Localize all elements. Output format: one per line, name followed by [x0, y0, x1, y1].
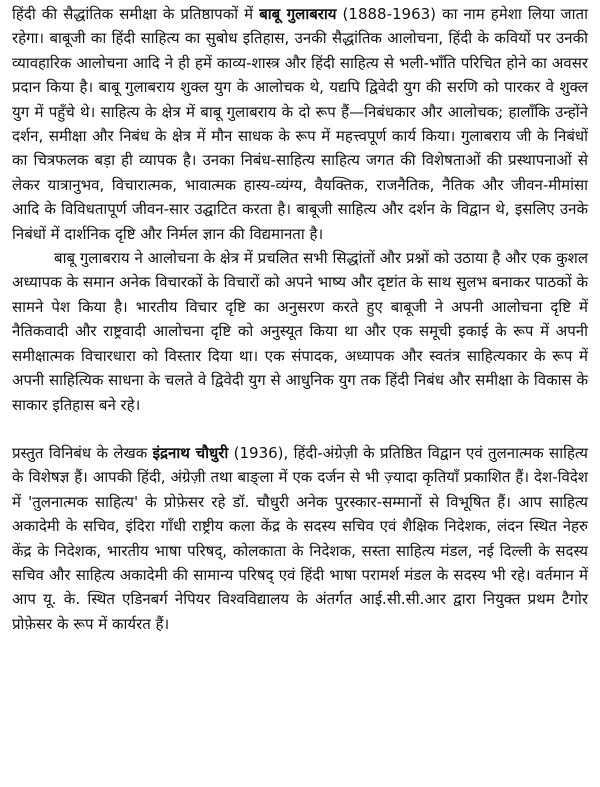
author-name-gulabrai: बाबू गुलाबराय — [259, 5, 337, 23]
page-body — [12, 2, 588, 636]
paragraph-3 — [12, 441, 588, 636]
paragraph-spacer — [12, 417, 588, 441]
paragraph-2-text: बाबू गुलाबराय ने आलोचना के क्षेत्र में प्रचलित सभी सिद्धांतों और प्रश्नों को उठाया है और एक कुशल अध्यापक के समान अनेक विचारकों के विचारों को अपने भाष्य और दृष्टांत के साथ सुलभ बनाकर पाठकों के सामने पेश किया है। भारतीय विचार दृष्टि का अनुसरण करते हुए बाबूजी ने अपनी आलोचना दृष्टि में नैतिकवादी और राष्ट्रवादी आलोचना दृष्टि को अनुस्यूत किया था और एक समूची इकाई के रूप में अपनी समीक्षात्मक विचारधारा को विस्तार दिया था। एक संपादक, अध्यापक और स्वतंत्र साहित्यकार के रूप में अपनी साहित्यिक साधना के चलते वे द्विवेदी युग से आधुनिक युग तक हिंदी निबंध और समीक्षा के विकास के साकार इतिहास बने रहे। — [12, 249, 588, 414]
paragraph-1-text: हिंदी की सैद्धांतिक समीक्षा के प्रतिष्ठापकों में — [12, 5, 260, 23]
paragraph-1 — [12, 2, 588, 246]
paragraph-3-text: प्रस्तुत विनिबंध के लेखक — [12, 443, 153, 462]
paragraph-1-text-cont: (1888-1963) का नाम हमेशा लिया जाता रहेगा। बाबूजी का हिंदी साहित्य का सुबोध इतिहास, उनकी सैद्धांतिक आलोचना, हिंदी के कवियों पर उनकी व्यावहारिक आलोचना आदि ने ही हमें काव्य-शास्त्र और हिंदी साहित्य से भली-भाँति परिचित होने का अवसर प्रदान किया है। बाबू गुलाबराय शुक्ल युग के आलोचक थे, यद्यपि द्विवेदी युग की सरणि को पारकर वे शुक्ल युग में पहुँचे थे। साहित्य के क्षेत्र में बाबू गुलाबराय के दो रूप हैं—निबंधकार और आलोचक; हालाँकि उन्होंने दर्शन, समीक्षा और निबंध के क्षेत्र में मौन साधक के रूप में महत्त्वपूर्ण कार्य किया। गुलाबराय जी के निबंधों का चित्रफलक बड़ा ही व्यापक है। उनका निबंध-साहित्य साहित्य जगत की विशेषताओं की प्रस्थापनाओं से लेकर यात्रानुभव, विचारात्मक, भावात्मक हास्य-व्यंग्य, वैयक्तिक, राजनैतिक, नैतिक और जीवन-मीमांसा आदि के विविधतापूर्ण जीवन-सार उद्घाटित करता है। बाबूजी साहित्य और दर्शन के विद्वान थे, इसलिए उनके निबंधों में दार्शनिक दृष्टि और निर्मल ज्ञान की विद्यमानता है। — [12, 5, 588, 243]
paragraph-2 — [12, 246, 588, 417]
paragraph-3-text-cont: (1936), हिंदी-अंग्रेज़ी के प्रतिष्ठित विद्वान एवं तुलनात्मक साहित्य के विशेषज्ञ हैं। आपकी हिंदी, अंग्रेज़ी तथा बाङ्ला में एक दर्जन से भी ज़्यादा कृतियाँ प्रकाशित हैं। देश-विदेश में 'तुलनात्मक साहित्य' के प्रोफ़ेसर रहे डॉ. चौधुरी अनेक पुरस्कार-सम्मानों से विभूषित हैं। आप साहित्य अकादेमी के सचिव, इंदिरा गाँधी राष्ट्रीय कला केंद्र के सदस्य सचिव एवं शैक्षिक निदेशक, लंदन स्थित नेहरु केंद्र के निदेशक, भारतीय भाषा परिषद्, कोलकाता के निदेशक, सस्ता साहित्य मंडल, नई दिल्ली के सदस्य सचिव और साहित्य अकादेमी की सामान्य परिषद् एवं हिंदी भाषा परामर्श मंडल के सदस्य भी रहे। वर्तमान में आप यू. के. स्थित एडिनबर्ग नेपियर विश्वविद्यालय के अंतर्गत आई.सी.सी.आर द्वारा नियुक्त प्रथम टैगोर प्रोफ़ेसर के रूप में कार्यरत हैं। — [12, 443, 588, 633]
author-name-indranath: इंद्रनाथ चौधुरी — [152, 443, 229, 462]
